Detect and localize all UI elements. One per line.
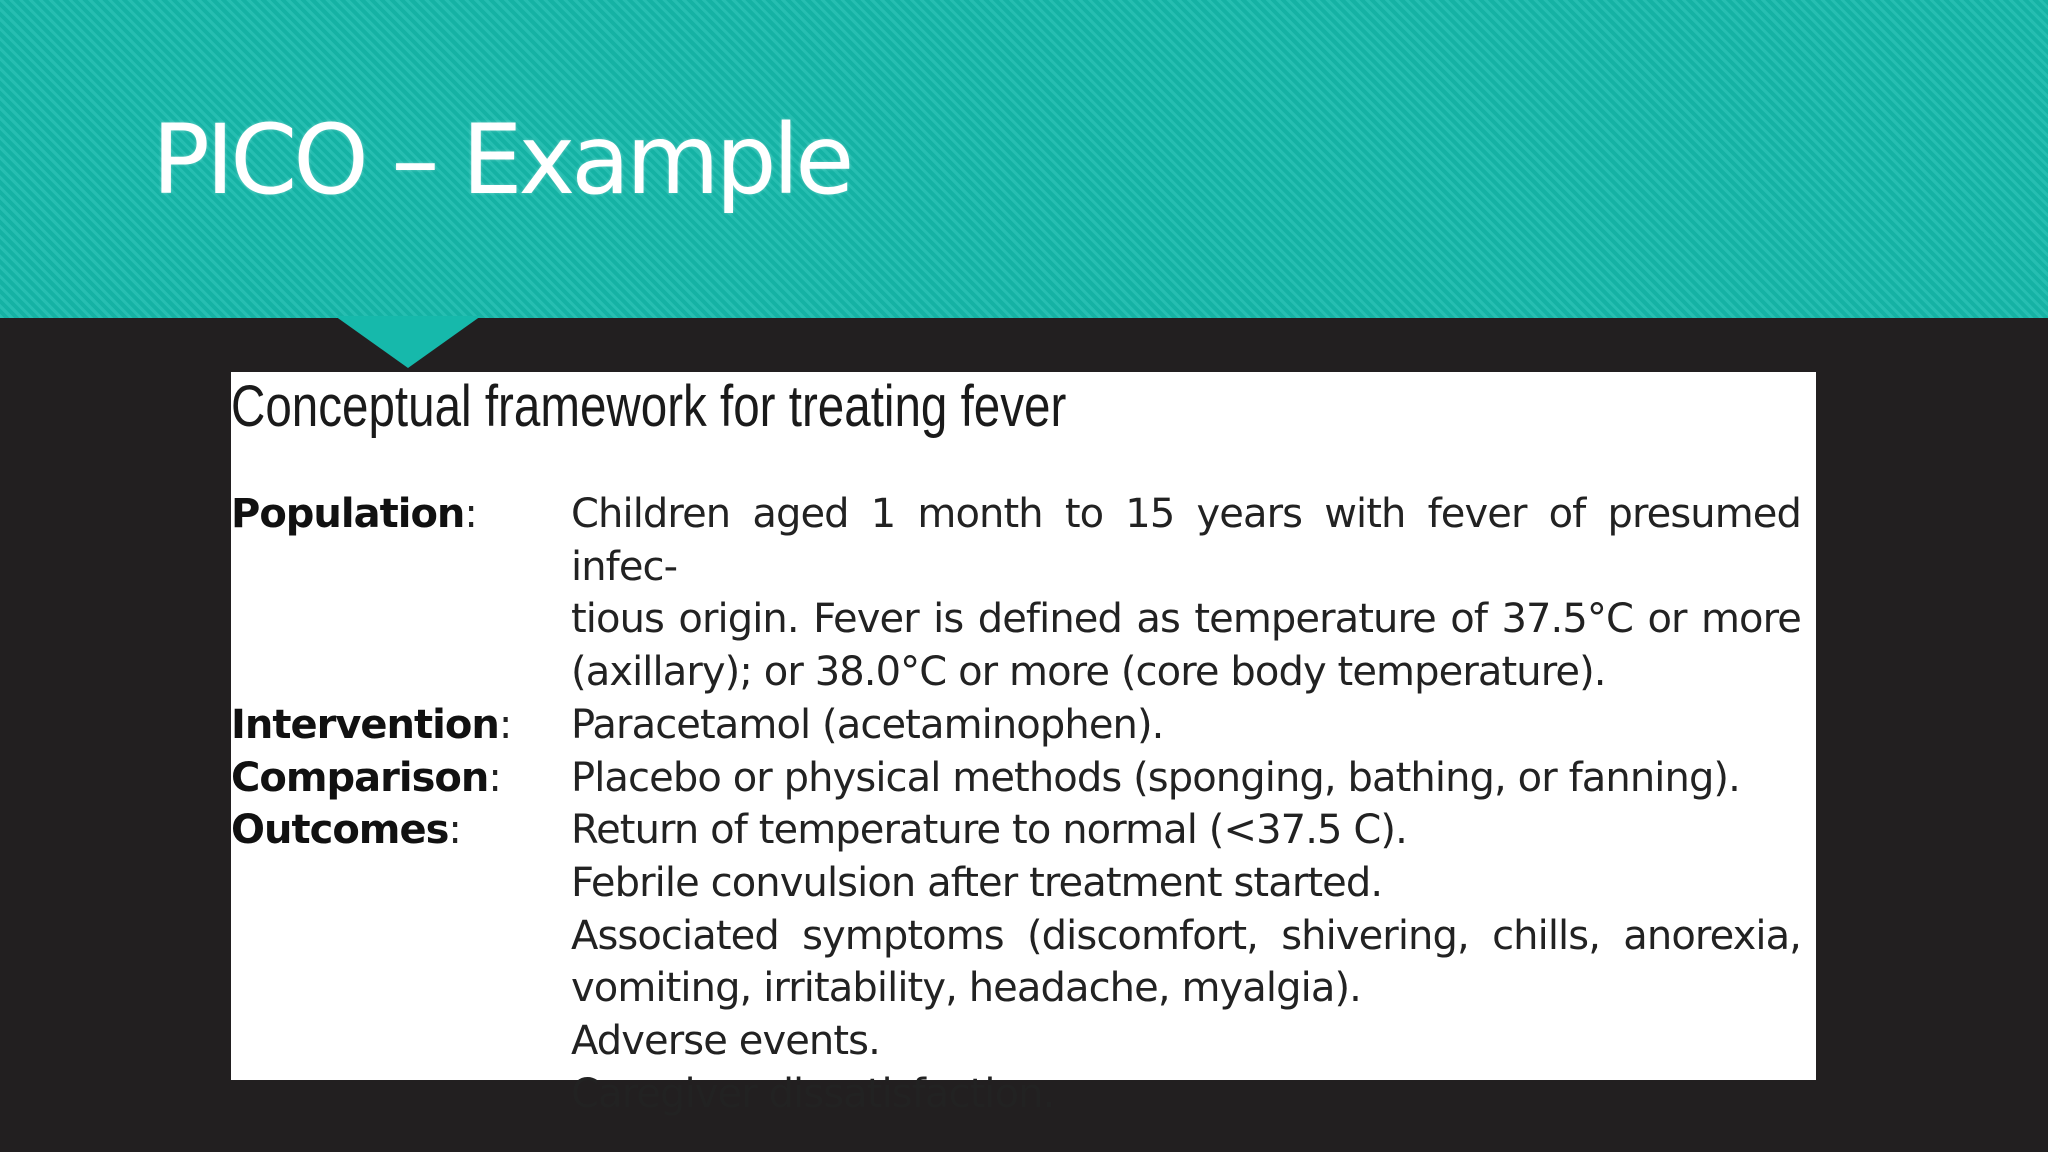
pico-description-outcomes	[571, 804, 1801, 1120]
pico-row-comparison	[231, 752, 1801, 805]
description-line: Caregiver dissatisfaction.	[571, 1070, 1055, 1117]
description-line: Placebo or physical methods (sponging, bathing, or fanning).	[571, 754, 1740, 801]
pico-colon: :	[448, 807, 462, 854]
pico-term-comparison: Comparison	[231, 754, 489, 801]
pico-row-outcomes	[231, 804, 1801, 1120]
pico-description-intervention	[571, 699, 1801, 752]
description-line: Paracetamol (acetaminophen).	[571, 701, 1164, 748]
pico-label	[231, 804, 571, 1120]
pico-row-intervention	[231, 699, 1801, 752]
header-notch	[335, 316, 481, 368]
description-line: Adverse events.	[571, 1018, 880, 1065]
pico-term-outcomes: Outcomes	[231, 807, 449, 854]
pico-figure	[231, 372, 1816, 1117]
pico-term-intervention: Intervention	[231, 701, 499, 748]
description-line: Febrile convulsion after treatment started.	[571, 859, 1383, 906]
pico-label	[231, 488, 571, 699]
description-line: (axillary); or 38.0°C or more (core body temperature).	[571, 649, 1606, 696]
pico-list	[231, 488, 1801, 1120]
pico-description-population	[571, 488, 1801, 699]
pico-colon: :	[464, 491, 478, 537]
pico-label	[231, 699, 571, 752]
description-line: vomiting, irritability, headache, myalgia).	[571, 965, 1361, 1012]
pico-description-comparison	[571, 752, 1801, 805]
pico-label	[231, 752, 571, 805]
description-line: Children aged 1 month to 15 years with fever of presumed infec-	[571, 491, 1801, 590]
slide-title: PICO – Example	[152, 104, 851, 216]
pico-term-population: Population	[231, 491, 465, 537]
pico-row-population	[231, 488, 1801, 699]
pico-colon: :	[488, 754, 502, 801]
figure-title: Conceptual framework for treating fever	[231, 374, 1067, 439]
pico-colon: :	[498, 701, 513, 748]
description-line: tious origin. Fever is defined as temperature of 37.5°C or more	[571, 596, 1801, 643]
description-line: Associated symptoms (discomfort, shivering, chills, anorexia,	[571, 912, 1801, 959]
description-line: Return of temperature to normal (<37.5 C).	[571, 807, 1407, 854]
